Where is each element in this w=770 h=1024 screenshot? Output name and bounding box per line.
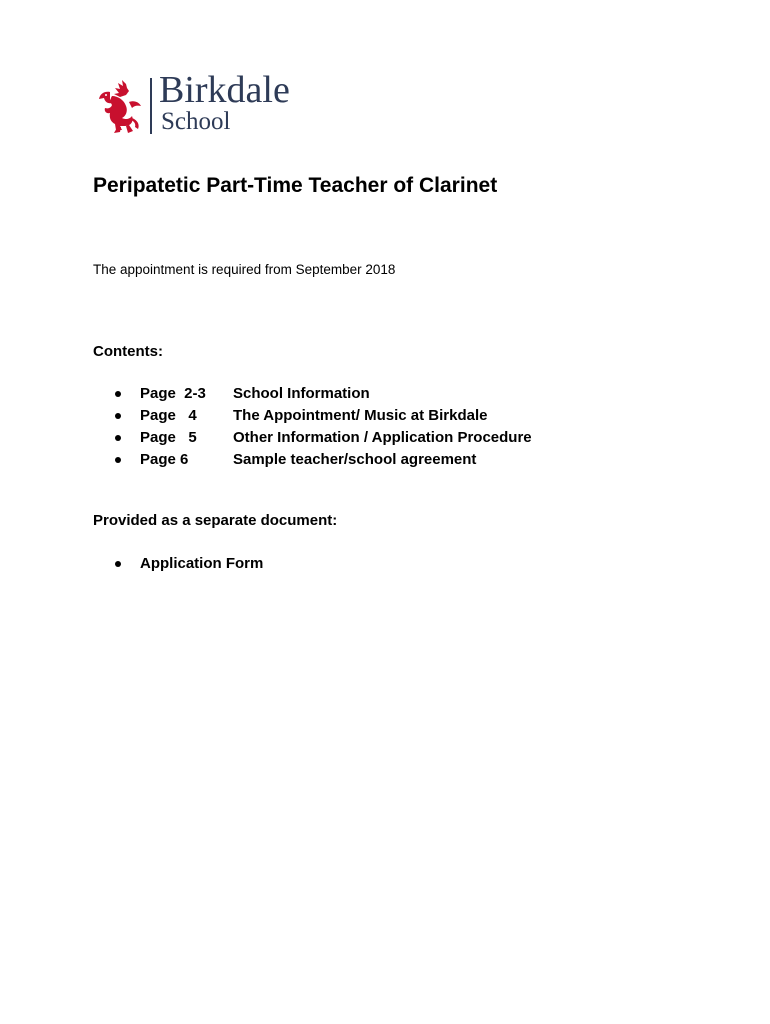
separate-document-label: Application Form <box>140 555 264 572</box>
dragon-emblem-icon <box>96 78 144 134</box>
contents-page-ref: Page 6 <box>140 451 189 468</box>
bullet-icon <box>115 561 121 567</box>
contents-description: School Information <box>233 385 370 402</box>
contents-description: Sample teacher/school agreement <box>233 451 477 468</box>
contents-page-ref: Page 5 <box>140 429 197 446</box>
logo-school-subtitle: School <box>161 108 231 135</box>
bullet-icon <box>115 435 121 441</box>
bullet-icon <box>115 457 121 463</box>
separate-documents-heading: Provided as a separate document: <box>93 512 338 529</box>
contents-page-ref: Page 2-3 <box>140 385 206 402</box>
document-title: Peripatetic Part-Time Teacher of Clarinet <box>93 174 498 197</box>
contents-description: Other Information / Application Procedure <box>233 429 532 446</box>
contents-description: The Appointment/ Music at Birkdale <box>233 407 488 424</box>
bullet-icon <box>115 391 121 397</box>
logo-divider <box>150 78 152 134</box>
school-logo <box>96 69 346 136</box>
contents-page-ref: Page 4 <box>140 407 197 424</box>
logo-school-name: Birkdale <box>159 69 290 111</box>
contents-heading: Contents: <box>93 343 163 360</box>
bullet-icon <box>115 413 121 419</box>
appointment-date-text: The appointment is required from September 2018 <box>93 262 396 277</box>
